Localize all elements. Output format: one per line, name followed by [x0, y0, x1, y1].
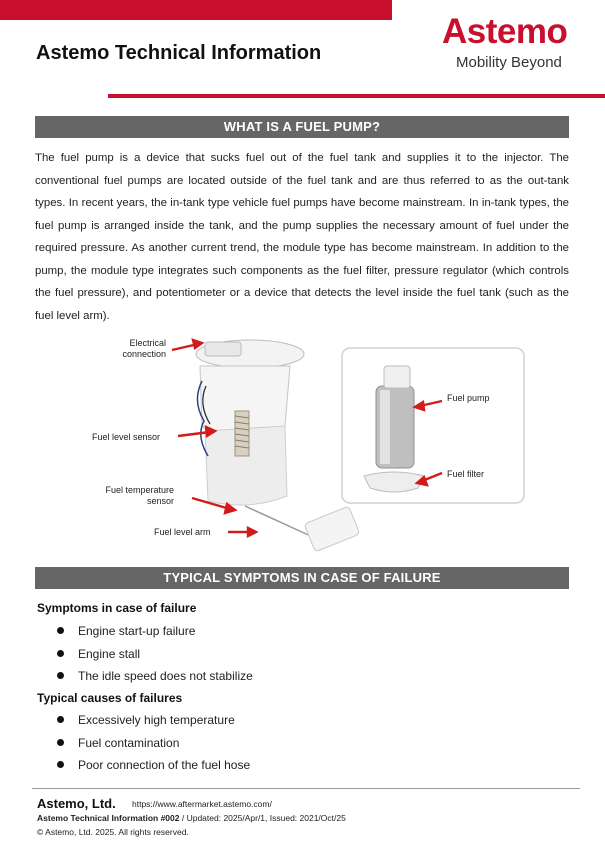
list-item: The idle speed does not stabilize	[57, 669, 253, 683]
pump-connector	[384, 366, 410, 388]
section-heading-fuel-pump: WHAT IS A FUEL PUMP?	[35, 116, 569, 138]
symptoms-subheading: Symptoms in case of failure	[37, 601, 197, 615]
bullet-icon	[57, 761, 64, 768]
label-fuel-pump: Fuel pump	[447, 393, 490, 403]
list-item: Engine start-up failure	[57, 624, 195, 638]
fuel-filter-shape	[364, 472, 424, 492]
label-electrical-connection: Electrical connection	[122, 338, 166, 359]
label-fuel-temperature-sensor: Fuel temperature sensor	[105, 485, 174, 506]
section-body-text: The fuel pump is a device that sucks fuel out of the fuel tank and supplies it to the injector. The conventional fuel pumps are located outside of the fuel tank and are thus referred to as the out-tank types. In recent years, the in-tank type vehicle fuel pumps have become mainstream. In in-tank types, the fuel pump is arranged inside the tank, and the pump supplies the necessary amount of fuel under the required pressure. As another current trend, the module type has become mainstream. In addition to the pump, the module type integrates such components as the fuel filter, pressure regulator (which controls the fuel pressure), and potentiometer or a device that detects the level inside the fuel tank (such as the fuel level arm).	[35, 152, 569, 322]
footer-divider	[32, 788, 580, 789]
footer-company-name: Astemo, Ltd.	[37, 796, 116, 811]
list-item: Fuel contamination	[57, 736, 179, 750]
list-item: Poor connection of the fuel hose	[57, 758, 250, 772]
header-red-bar	[0, 0, 392, 20]
header-red-rule	[108, 94, 605, 98]
astemo-logo: Astemo	[442, 12, 568, 51]
bullet-icon	[57, 672, 64, 679]
label-fuel-filter: Fuel filter	[447, 469, 485, 479]
bullet-icon	[57, 650, 64, 657]
electrical-connector-shape	[205, 342, 241, 356]
footer-copyright: © Astemo, Ltd. 2025. All rights reserved.	[37, 827, 189, 837]
bullet-icon	[57, 627, 64, 634]
causes-subheading: Typical causes of failures	[37, 691, 183, 705]
footer-doc-info: Astemo Technical Information #002 / Updated: 2025/Apr/1, Issued: 2021/Oct/25	[37, 813, 346, 823]
page-title: Astemo Technical Information	[36, 42, 322, 64]
bullet-icon	[57, 739, 64, 746]
section-heading-symptoms: TYPICAL SYMPTOMS IN CASE OF FAILURE	[35, 567, 569, 589]
level-float	[304, 506, 360, 552]
logo-tagline: Mobility Beyond	[456, 54, 562, 71]
bullet-icon	[57, 716, 64, 723]
footer-url-link[interactable]: https://www.aftermarket.astemo.com/	[132, 799, 272, 809]
label-fuel-level-arm: Fuel level arm	[154, 527, 211, 537]
list-item: Excessively high temperature	[57, 713, 235, 727]
list-item: Engine stall	[57, 647, 140, 661]
label-fuel-level-sensor: Fuel level sensor	[92, 432, 161, 442]
